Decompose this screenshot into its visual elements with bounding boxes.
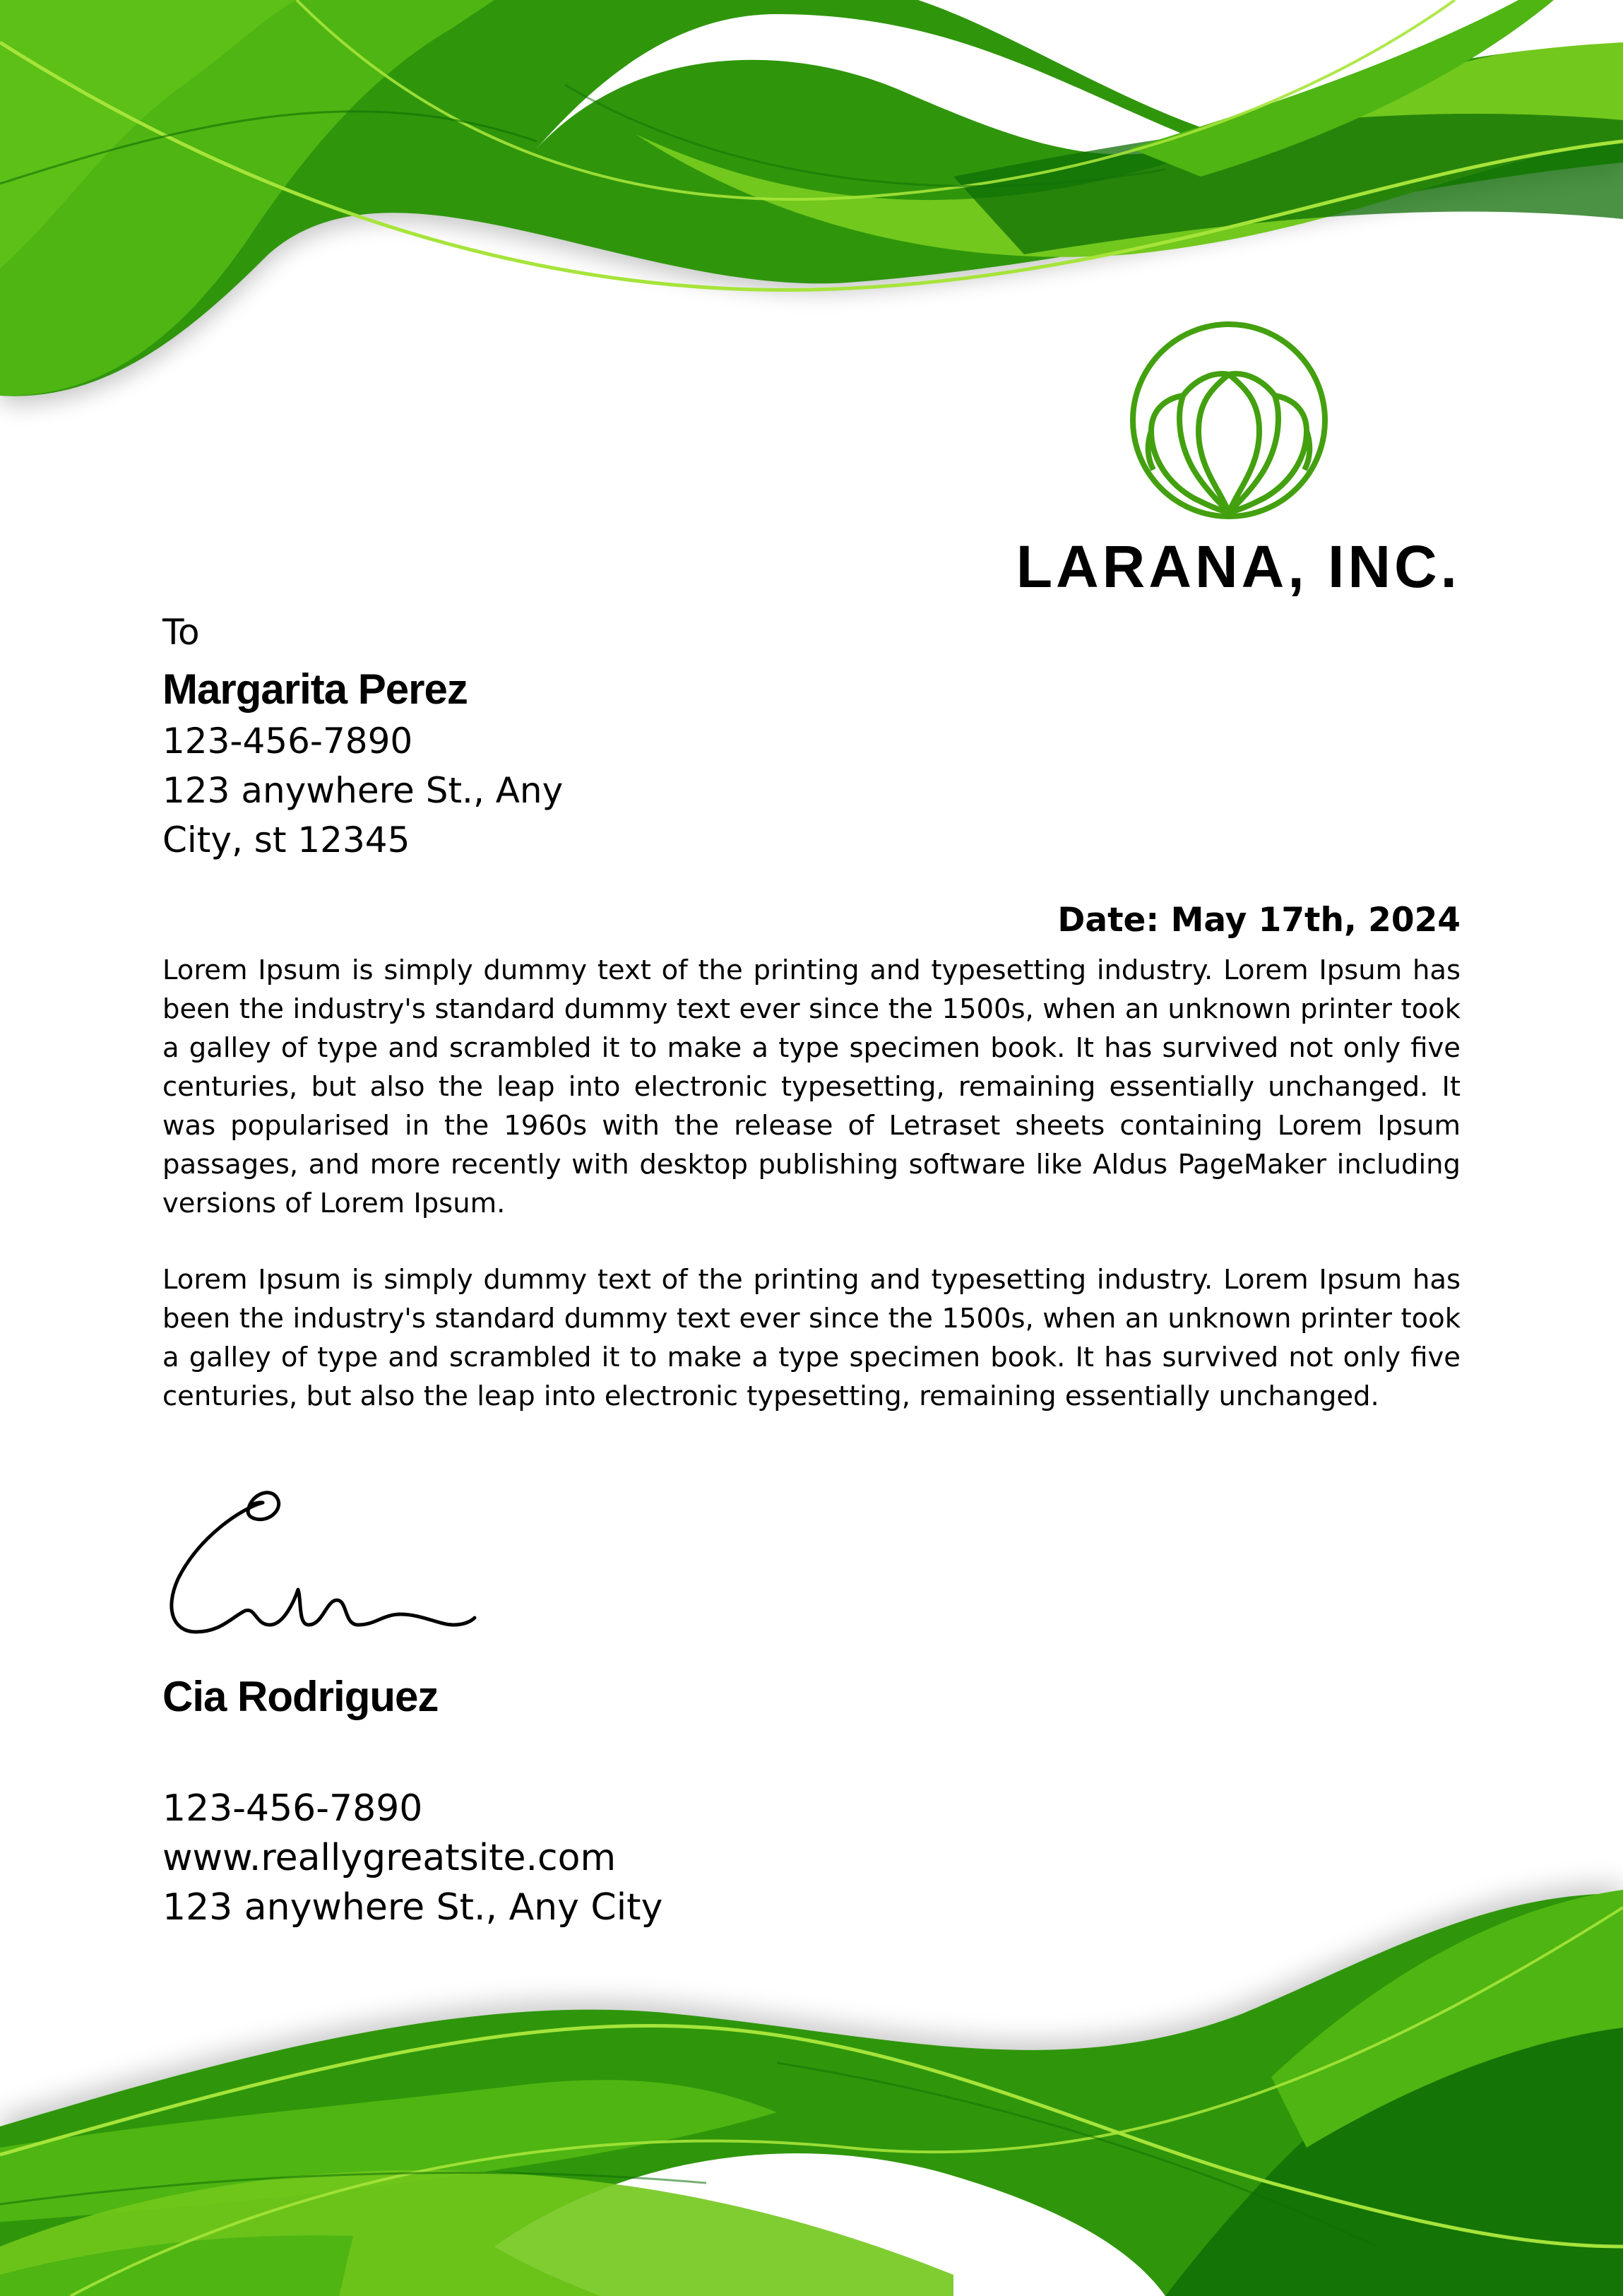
sender-address: 123 anywhere St., Any City (162, 1886, 663, 1929)
recipient-name: Margarita Perez (162, 665, 468, 713)
body-paragraph-2: Lorem Ipsum is simply dummy text of the printing and typesetting industry. Lorem Ipsum has been the industry's standard dummy text ever since the 1500s, when an unknown printer took a galley of type and scrambled it to make a type specimen book. It has survived not only five centuries, but also the leap into electronic typesetting, remaining essentially unchanged. (162, 1264, 1461, 1412)
handwritten-signature (157, 1480, 489, 1643)
letter-date: Date: May 17th, 2024 (1057, 901, 1461, 940)
recipient-address-line-2: City, st 12345 (162, 819, 410, 860)
recipient-block (162, 608, 869, 865)
sender-phone: 123-456-7890 (162, 1787, 423, 1830)
to-label: To (162, 612, 200, 653)
lotus-logo-icon (1126, 318, 1331, 523)
recipient-address-line-1: 123 anywhere St., Any (162, 770, 564, 811)
top-wave-decoration (0, 0, 1623, 438)
bottom-wave-decoration (0, 1851, 1623, 2296)
body-paragraph-1: Lorem Ipsum is simply dummy text of the printing and typesetting industry. Lorem Ipsum has been the industry's standard dummy text ever since the 1500s, when an unknown printer took a galley of type and scrambled it to make a type specimen book. It has survived not only five centuries, but also the leap into electronic typesetting, remaining essentially unchanged. It was popularised in the 1960s with the release of Letraset sheets containing Lorem Ipsum passages, and more recently with desktop publishing software like Aldus PageMaker including versions of Lorem Ipsum. (162, 954, 1461, 1219)
recipient-phone: 123-456-7890 (162, 721, 413, 762)
sender-name: Cia Rodriguez (162, 1673, 439, 1720)
sender-website: www.reallygreatsite.com (162, 1837, 617, 1879)
company-name: LARANA, INC. (1016, 533, 1461, 600)
